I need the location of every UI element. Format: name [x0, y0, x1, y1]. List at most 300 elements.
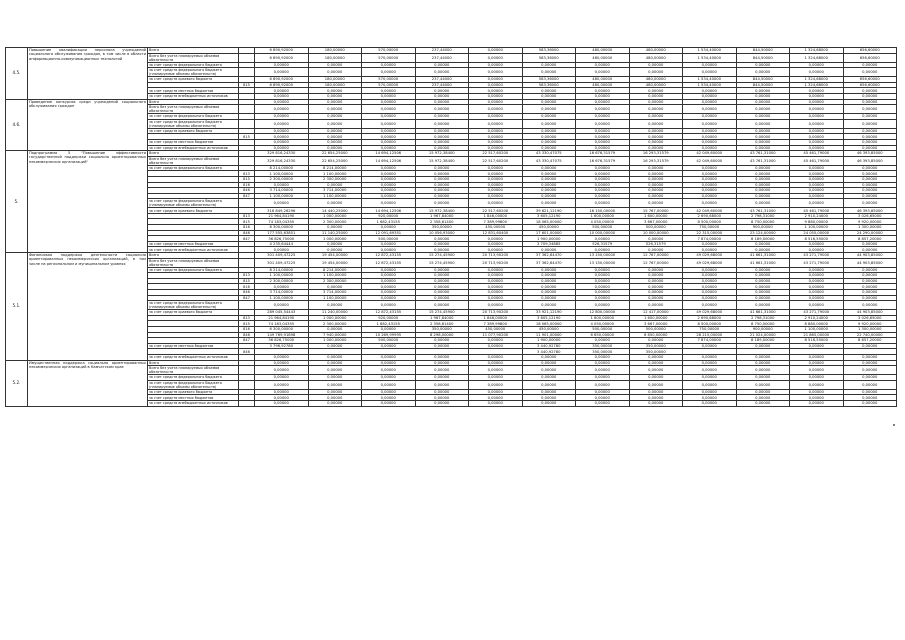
amount-cell: 0,00000: [576, 267, 630, 273]
amount-cell: 0,00000: [790, 188, 844, 194]
amount-cell: 12 417,00000: [629, 310, 683, 316]
amount-cell: 11 240,00000: [308, 310, 362, 316]
section-index: 4.5.: [6, 48, 28, 100]
funding-source-label: за счет средств внебюджетных источников: [148, 400, 239, 406]
amount-cell: 1 967,84000: [415, 213, 469, 219]
amount-cell: 0,00000: [683, 68, 737, 77]
amount-cell: 0,00000: [843, 188, 897, 194]
amount-cell: 329 816,24330: [255, 156, 309, 165]
amount-cell: 350,00000: [576, 349, 630, 355]
amount-cell: 0,00000: [308, 360, 362, 366]
amount-cell: 0,00000: [843, 241, 897, 247]
amount-cell: 0,00000: [255, 128, 309, 134]
amount-cell: 0,00000: [736, 165, 790, 171]
amount-cell: 7 940,00000: [308, 332, 362, 338]
amount-cell: 22 315,00000: [683, 230, 737, 236]
amount-cell: 4 050,00000: [576, 219, 630, 225]
amount-cell: 0,00000: [362, 290, 416, 296]
budget-code: [239, 400, 255, 406]
amount-cell: 1 600,00000: [629, 213, 683, 219]
amount-cell: 583,36000: [522, 77, 576, 83]
amount-cell: 0,00000: [522, 290, 576, 296]
amount-cell: 6 650,00000: [629, 332, 683, 338]
amount-cell: 1 000,00000: [308, 213, 362, 219]
amount-cell: 0,00000: [362, 93, 416, 99]
amount-cell: 350,00000: [576, 343, 630, 349]
budget-code: 815: [239, 176, 255, 182]
amount-cell: 33 921,12190: [522, 310, 576, 316]
amount-cell: 237,44000: [415, 82, 469, 88]
amount-cell: 1 100,00000: [255, 171, 309, 177]
amount-cell: 7 874,00000: [683, 236, 737, 242]
amount-cell: 0,00000: [362, 119, 416, 128]
amount-cell: 149 769,91898: [255, 332, 309, 338]
amount-cell: 0,00000: [362, 114, 416, 120]
amount-cell: 28 215,00000: [683, 332, 737, 338]
amount-cell: 0,00000: [469, 62, 523, 68]
amount-cell: 74 183,04355: [255, 321, 309, 327]
amount-cell: 0,00000: [683, 360, 737, 366]
funding-source-label: за счет средств внебюджетных источников: [148, 93, 239, 99]
amount-cell: 0,00000: [522, 400, 576, 406]
amount-cell: 0,00000: [362, 145, 416, 151]
amount-cell: 0,00000: [415, 165, 469, 171]
amount-cell: 3 667,00000: [629, 219, 683, 225]
amount-cell: 1 100,00000: [308, 273, 362, 279]
amount-cell: 0,00000: [469, 99, 523, 105]
amount-cell: 1 534,40000: [683, 82, 737, 88]
amount-cell: 0,00000: [576, 278, 630, 284]
amount-cell: 1 900,00000: [522, 338, 576, 344]
amount-cell: 844,50000: [736, 53, 790, 62]
amount-cell: 3 026,65000: [843, 315, 897, 321]
amount-cell: 0,00000: [255, 375, 309, 381]
amount-cell: 12 800,00000: [576, 310, 630, 316]
amount-cell: 0,00000: [415, 354, 469, 360]
amount-cell: 920,00000: [362, 315, 416, 321]
amount-cell: 0,00000: [843, 375, 897, 381]
amount-cell: 0,00000: [255, 360, 309, 366]
amount-cell: 316 849,26296: [255, 208, 309, 214]
amount-cell: 0,00000: [255, 389, 309, 395]
amount-cell: 22 517,60200: [469, 156, 523, 165]
amount-cell: 583,36000: [522, 53, 576, 62]
amount-cell: 0,00000: [736, 241, 790, 247]
amount-cell: 0,00000: [790, 278, 844, 284]
amount-cell: 0,00000: [629, 62, 683, 68]
amount-cell: 0,00000: [362, 284, 416, 290]
amount-cell: 0,00000: [469, 68, 523, 77]
amount-cell: 0,00000: [843, 128, 897, 134]
amount-cell: 46 393,85000: [843, 208, 897, 214]
amount-cell: 0,00000: [683, 165, 737, 171]
amount-cell: 0,00000: [629, 139, 683, 145]
amount-cell: 0,00000: [469, 400, 523, 406]
amount-cell: 0,00000: [308, 354, 362, 360]
amount-cell: 0,00000: [629, 88, 683, 94]
amount-cell: 0,00000: [629, 375, 683, 381]
amount-cell: 0,00000: [629, 284, 683, 290]
amount-cell: 6 890,92000: [255, 82, 309, 88]
amount-cell: 0,00000: [522, 193, 576, 199]
amount-cell: 0,00000: [683, 284, 737, 290]
amount-cell: 0,00000: [576, 165, 630, 171]
amount-cell: 0,00000: [843, 145, 897, 151]
amount-cell: 0,00000: [255, 380, 309, 389]
amount-cell: 583,36000: [522, 82, 576, 88]
amount-cell: 1 100,00000: [790, 326, 844, 332]
amount-cell: 0,00000: [629, 236, 683, 242]
amount-cell: 450,00000: [522, 326, 576, 332]
amount-cell: 0,00000: [736, 267, 790, 273]
amount-cell: 0,00000: [629, 360, 683, 366]
amount-cell: 16 293,31579: [629, 156, 683, 165]
funding-source-label: за счет средств федерального бюджета: [148, 62, 239, 68]
amount-cell: 0,00000: [629, 267, 683, 273]
amount-cell: 0,00000: [790, 395, 844, 401]
amount-cell: 0,00000: [683, 134, 737, 140]
budget-code: 846: [239, 349, 255, 355]
amount-cell: 0,00000: [469, 343, 523, 349]
funding-source-label: за счет средств краевого бюджета: [148, 128, 239, 134]
amount-cell: 0,00000: [469, 93, 523, 99]
amount-cell: 22 517,60200: [469, 151, 523, 157]
amount-cell: 900,00000: [736, 326, 790, 332]
amount-cell: 0,00000: [522, 247, 576, 253]
amount-cell: 920,00000: [362, 213, 416, 219]
budget-code: 846: [239, 188, 255, 194]
amount-cell: 42 049,60000: [683, 208, 737, 214]
amount-cell: 0,00000: [469, 301, 523, 310]
funding-source-label: за счет средств федерального бюджета (планируемые объемы обязательств): [148, 380, 239, 389]
amount-cell: 3 605,12190: [522, 315, 576, 321]
amount-cell: 0,00000: [683, 62, 737, 68]
amount-cell: 23 124,00000: [736, 230, 790, 236]
amount-cell: 0,00000: [736, 139, 790, 145]
amount-cell: 21 024,00000: [736, 332, 790, 338]
amount-cell: 0,00000: [415, 284, 469, 290]
amount-cell: 0,00000: [683, 188, 737, 194]
funding-source-label: за счет средств краевого бюджета: [148, 310, 239, 316]
amount-cell: 0,00000: [308, 62, 362, 68]
amount-cell: 0,00000: [576, 134, 630, 140]
amount-cell: 2 690,68000: [683, 213, 737, 219]
amount-cell: 0,00000: [790, 295, 844, 301]
amount-cell: 0,00000: [576, 295, 630, 301]
amount-cell: 3 709,34885: [522, 241, 576, 247]
amount-cell: 11 140,25000: [308, 230, 362, 236]
amount-cell: 0,00000: [843, 105, 897, 114]
amount-cell: 0,00000: [255, 88, 309, 94]
amount-cell: 180,00000: [308, 82, 362, 88]
amount-cell: 0,00000: [415, 171, 469, 177]
amount-cell: 0,00000: [629, 400, 683, 406]
amount-cell: 10 056,93000: [415, 230, 469, 236]
amount-cell: 0,00000: [255, 395, 309, 401]
amount-cell: 0,00000: [255, 134, 309, 140]
amount-cell: 0,00000: [469, 165, 523, 171]
amount-cell: 0,00000: [843, 88, 897, 94]
amount-cell: 0,00000: [469, 241, 523, 247]
funding-source-label: за счет средств местных бюджетов: [148, 88, 239, 94]
amount-cell: 0,00000: [629, 395, 683, 401]
amount-cell: 21 964,84190: [255, 315, 309, 321]
amount-cell: 0,00000: [790, 165, 844, 171]
amount-cell: 1 324,68000: [790, 77, 844, 83]
amount-cell: 0,00000: [255, 62, 309, 68]
amount-cell: 0,00000: [522, 267, 576, 273]
amount-cell: 0,00000: [255, 284, 309, 290]
amount-cell: 0,00000: [790, 241, 844, 247]
amount-cell: 0,00000: [415, 389, 469, 395]
amount-cell: 8 500,00000: [683, 219, 737, 225]
amount-cell: 43 761,31000: [736, 156, 790, 165]
amount-cell: 0,00000: [362, 326, 416, 332]
amount-cell: 0,00000: [255, 301, 309, 310]
amount-cell: 8 189,00000: [736, 236, 790, 242]
amount-cell: 350,00000: [629, 349, 683, 355]
amount-cell: 0,00000: [843, 93, 897, 99]
budget-code: [239, 105, 255, 114]
amount-cell: 500,00000: [576, 225, 630, 231]
amount-cell: 0,00000: [790, 145, 844, 151]
amount-cell: 0,00000: [522, 105, 576, 114]
amount-cell: 36 826,75000: [255, 236, 309, 242]
amount-cell: 0,00000: [576, 114, 630, 120]
amount-cell: 15 972,38400: [415, 208, 469, 214]
amount-cell: 0,00000: [576, 354, 630, 360]
amount-cell: 8 214,00000: [308, 267, 362, 273]
amount-cell: 0,00000: [629, 99, 683, 105]
amount-cell: 8 880,00000: [790, 321, 844, 327]
amount-cell: 42 049,60000: [683, 151, 737, 157]
funding-source-label: за счет средств краевого бюджета: [148, 389, 239, 395]
amount-cell: 1 324,68000: [790, 48, 844, 54]
funding-source-label: Всего: [148, 360, 239, 366]
amount-cell: 21 865,00000: [790, 332, 844, 338]
amount-cell: 0,00000: [415, 273, 469, 279]
amount-cell: 0,00000: [415, 128, 469, 134]
amount-cell: 0,00000: [362, 301, 416, 310]
amount-cell: 0,00000: [683, 380, 737, 389]
amount-cell: 0,00000: [308, 389, 362, 395]
amount-cell: 0,00000: [629, 165, 683, 171]
amount-cell: 0,00000: [683, 176, 737, 182]
amount-cell: 0,00000: [736, 128, 790, 134]
amount-cell: 0,00000: [362, 165, 416, 171]
amount-cell: 0,00000: [415, 188, 469, 194]
amount-cell: 0,00000: [629, 389, 683, 395]
funding-source-label: за счет средств местных бюджетов: [148, 139, 239, 145]
amount-cell: 0,00000: [629, 247, 683, 253]
amount-cell: 0,00000: [255, 114, 309, 120]
amount-cell: 0,00000: [469, 114, 523, 120]
amount-cell: 0,00000: [308, 199, 362, 208]
scan-mark: [893, 424, 895, 426]
amount-cell: 2 300,00000: [308, 176, 362, 182]
budget-code: 815: [239, 321, 255, 327]
amount-cell: 0,00000: [843, 301, 897, 310]
amount-cell: 480,00000: [576, 48, 630, 54]
amount-cell: 0,00000: [790, 93, 844, 99]
amount-cell: 0,00000: [522, 380, 576, 389]
amount-cell: 0,00000: [255, 93, 309, 99]
funding-source-label: за счет средств местных бюджетов: [148, 343, 239, 349]
amount-cell: 500,00000: [629, 326, 683, 332]
amount-cell: 0,00000: [683, 375, 737, 381]
amount-cell: 0,00000: [522, 62, 576, 68]
amount-cell: 0,00000: [415, 290, 469, 296]
amount-cell: 0,00000: [522, 360, 576, 366]
amount-cell: 43 330,47075: [522, 151, 576, 157]
amount-cell: 0,00000: [308, 114, 362, 120]
funding-source-label: Всего: [148, 253, 239, 259]
budget-code: [239, 119, 255, 128]
amount-cell: 0,00000: [790, 375, 844, 381]
amount-cell: 1 300,00000: [843, 326, 897, 332]
amount-cell: 0,00000: [790, 88, 844, 94]
amount-cell: 500,00000: [362, 236, 416, 242]
amount-cell: 0,00000: [362, 395, 416, 401]
amount-cell: 0,00000: [522, 354, 576, 360]
amount-cell: 1 534,40000: [683, 48, 737, 54]
amount-cell: 289 045,54443: [255, 310, 309, 316]
amount-cell: 0,00000: [415, 343, 469, 349]
amount-cell: 350,00000: [629, 343, 683, 349]
amount-cell: 0,00000: [843, 247, 897, 253]
amount-cell: 0,00000: [415, 380, 469, 389]
amount-cell: 0,00000: [790, 290, 844, 296]
amount-cell: 180,00000: [308, 53, 362, 62]
amount-cell: 0,00000: [469, 389, 523, 395]
amount-cell: 0,00000: [736, 134, 790, 140]
amount-cell: 0,00000: [308, 247, 362, 253]
budget-code: [239, 53, 255, 62]
amount-cell: 8 298,00000: [415, 332, 469, 338]
amount-cell: 0,00000: [522, 366, 576, 375]
amount-cell: 0,00000: [308, 99, 362, 105]
amount-cell: 0,00000: [255, 145, 309, 151]
amount-cell: 0,00000: [629, 278, 683, 284]
amount-cell: 0,00000: [843, 295, 897, 301]
amount-cell: 0,00000: [469, 380, 523, 389]
amount-cell: 44 903,85000: [843, 310, 897, 316]
amount-cell: 0,00000: [255, 354, 309, 360]
amount-cell: 450,00000: [469, 225, 523, 231]
amount-cell: 9 920,00000: [843, 321, 897, 327]
amount-cell: 0,00000: [255, 99, 309, 105]
amount-cell: 0,00000: [308, 68, 362, 77]
amount-cell: 0,00000: [469, 188, 523, 194]
amount-cell: 10 000,00000: [576, 230, 630, 236]
amount-cell: 0,00000: [683, 241, 737, 247]
amount-cell: 36 826,75000: [255, 338, 309, 344]
amount-cell: 0,00000: [415, 199, 469, 208]
amount-cell: 0,00000: [683, 171, 737, 177]
amount-cell: 656,60000: [843, 53, 897, 62]
amount-cell: 0,00000: [683, 128, 737, 134]
amount-cell: 0,00000: [469, 236, 523, 242]
amount-cell: 237,44000: [415, 53, 469, 62]
amount-cell: 844,50000: [736, 82, 790, 88]
amount-cell: 0,00000: [790, 360, 844, 366]
amount-cell: 0,00000: [362, 400, 416, 406]
amount-cell: 0,00000: [683, 301, 737, 310]
amount-cell: 42 049,60000: [683, 156, 737, 165]
amount-cell: 0,00000: [362, 99, 416, 105]
amount-cell: 0,00000: [576, 93, 630, 99]
amount-cell: 0,00000: [469, 199, 523, 208]
amount-cell: 750,00000: [683, 326, 737, 332]
amount-cell: 7 874,00000: [683, 338, 737, 344]
amount-cell: 0,00000: [415, 236, 469, 242]
amount-cell: 177 555,63851: [255, 230, 309, 236]
amount-cell: 0,00000: [736, 273, 790, 279]
funding-source-label: за счет средств внебюджетных источников: [148, 247, 239, 253]
amount-cell: 0,00000: [415, 114, 469, 120]
amount-cell: 46 393,85000: [843, 151, 897, 157]
amount-cell: 0,00000: [736, 119, 790, 128]
amount-cell: 0,00000: [415, 301, 469, 310]
table-row: [6, 48, 897, 54]
amount-cell: 8 189,00000: [736, 338, 790, 344]
amount-cell: 0,00000: [683, 366, 737, 375]
amount-cell: 43 761,31000: [736, 151, 790, 157]
budget-code: 846: [239, 332, 255, 338]
amount-cell: 0,00000: [790, 182, 844, 188]
amount-cell: 1 682,43155: [362, 219, 416, 225]
amount-cell: 0,00000: [362, 176, 416, 182]
amount-cell: 450,00000: [522, 225, 576, 231]
amount-cell: 12 767,00000: [629, 253, 683, 259]
amount-cell: 0,00000: [683, 145, 737, 151]
funding-source-label: за счет средств федерального бюджета (планируемые объемы обязательств): [148, 68, 239, 77]
amount-cell: 1 100,00000: [790, 225, 844, 231]
amount-cell: 46 393,85000: [843, 156, 897, 165]
amount-cell: 0,00000: [415, 338, 469, 344]
amount-cell: 3 440,92780: [522, 343, 576, 349]
amount-cell: 0,00000: [308, 326, 362, 332]
amount-cell: 0,00000: [790, 284, 844, 290]
budget-table: [5, 47, 897, 407]
funding-source-label: за счет средств местных бюджетов: [148, 395, 239, 401]
amount-cell: 0,00000: [736, 389, 790, 395]
amount-cell: 0,00000: [736, 176, 790, 182]
amount-cell: 45 461,79000: [790, 208, 844, 214]
amount-cell: 0,00000: [308, 105, 362, 114]
amount-cell: 22 654,25000: [308, 151, 362, 157]
amount-cell: 0,00000: [255, 199, 309, 208]
amount-cell: 0,00000: [843, 380, 897, 389]
amount-cell: 0,00000: [362, 267, 416, 273]
amount-cell: 0,00000: [362, 241, 416, 247]
amount-cell: 0,00000: [415, 375, 469, 381]
amount-cell: 0,00000: [843, 182, 897, 188]
amount-cell: 0,00000: [415, 182, 469, 188]
amount-cell: 1 600,00000: [576, 213, 630, 219]
amount-cell: 0,00000: [469, 267, 523, 273]
amount-cell: 0,00000: [469, 273, 523, 279]
amount-cell: 0,00000: [522, 199, 576, 208]
budget-code: 815: [239, 278, 255, 284]
amount-cell: 0,00000: [576, 188, 630, 194]
amount-cell: 8 214,00000: [308, 165, 362, 171]
amount-cell: 0,00000: [308, 395, 362, 401]
amount-cell: 0,00000: [576, 338, 630, 344]
amount-cell: 0,00000: [629, 273, 683, 279]
amount-cell: 0,00000: [576, 301, 630, 310]
amount-cell: 301 409,47225: [255, 258, 309, 267]
